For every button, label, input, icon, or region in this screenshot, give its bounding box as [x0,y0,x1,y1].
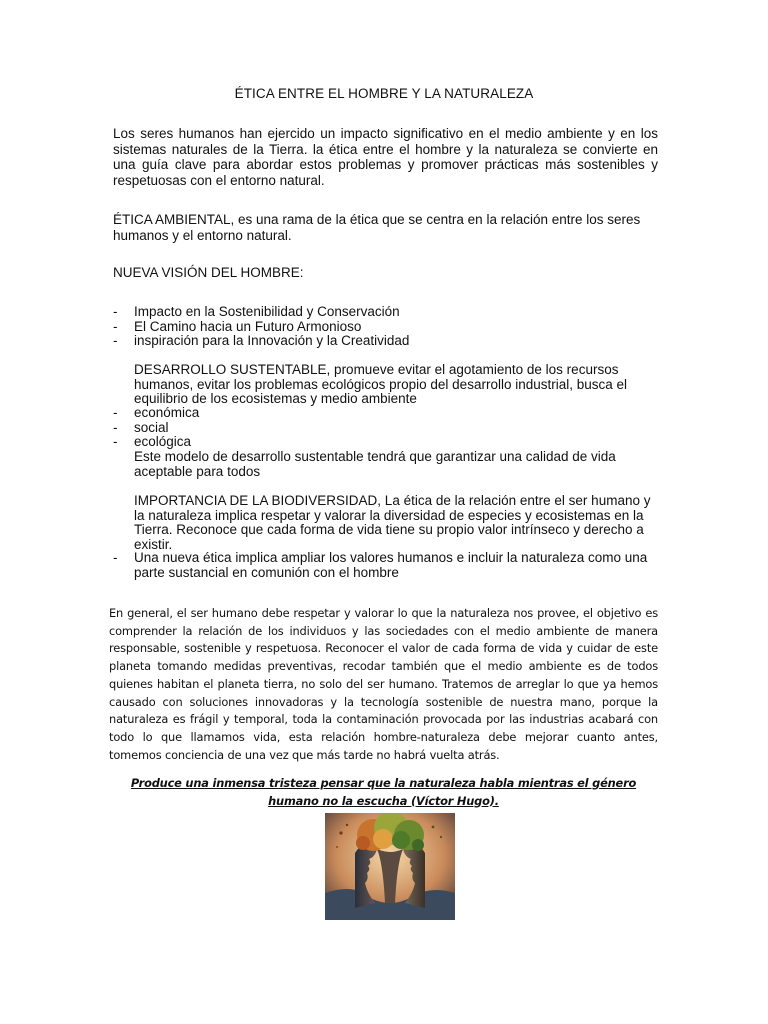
list-item [113,406,658,421]
list-item [113,334,658,349]
list-item [113,421,658,436]
victor-hugo-quote: Produce una inmensa tristeza pensar que la naturaleza habla mientras el género humano no la escucha (Víctor Hugo). [130,776,637,808]
list-marker: - [113,434,118,449]
intro-paragraph: Los seres humanos han ejercido un impacto significativo en el medio ambiente y en los sistemas naturales de la Tierra. la ética entre el hombre y la naturaleza se convierte en una guía clave para abordar estos problemas y promover prácticas más sostenibles y respetuosas con el entorno natural. [113,126,658,188]
list-item-text: ecológica [134,434,192,449]
list-item-text: inspiración para la Innovación y la Creatividad [134,333,410,348]
list-marker: - [113,304,118,319]
list-item [113,435,658,450]
list-marker: - [113,318,118,334]
etica-ambiental-paragraph: ÉTICA AMBIENTAL, es una rama de la ética que se centra en la relación entre los seres humanos y el entorno natural. [113,212,641,243]
list-item [113,551,658,580]
list-item-text: Una nueva ética implica ampliar los valores humanos e incluir la naturaleza como una parte sustancial en comunión con el hombre [134,550,648,580]
closing-paragraph: En general, el ser humano debe respetar y valorar lo que la naturaleza nos provee, el objetivo es comprender la relación de los individuos y las sociedades con el medio ambiente de manera responsable, sostenible y respetuosa. Reconocer el valor de cada forma de vida y cuidar de este planeta tomando medidas preventivas, recodar también que el medio ambiente es de todos quienes habitan el planeta tierra, no solo del ser humano. Tratemos de arreglar lo que ya hemos causado con soluciones innovadoras y la tecnología sostenible de nuestra mano, porque la naturaleza es frágil y temporal, toda la contaminación provocada por las industrias acabará con todo lo que llamamos vida, esta relación hombre-naturaleza debe mejorar cuanto antes, tomemos conciencia de una vez que más tarde no habrá vuelta atrás. [109,606,658,762]
desarrollo-list [113,406,658,450]
list-item-text: social [134,419,169,435]
nueva-vision-heading: NUEVA VISIÓN DEL HOMBRE: [113,265,304,280]
list-marker: - [113,419,118,435]
biodiversidad-paragraph: IMPORTANCIA DE LA BIODIVERSIDAD, La ética de la relación entre el ser humano y la naturaleza implica respetar y valorar la diversidad de especies y ecosistemas en la Tierra. Reconoce que cada forma de vida tiene su propio valor intrínseco y derecho a existir. [134,493,651,552]
nueva-etica-list [113,551,658,580]
vision-list [113,305,658,349]
list-item [113,320,658,335]
list-item-text: económica [134,405,200,420]
modelo-paragraph: Este modelo de desarrollo sustentable tendrá que garantizar una calidad de vida aceptable para todos [134,449,616,479]
page-title: ÉTICA ENTRE EL HOMBRE Y LA NATURALEZA [234,86,534,101]
list-item-text: Impacto en la Sostenibilidad y Conservación [134,304,400,319]
human-nature-illustration [325,813,455,920]
desarrollo-sustentable-paragraph: DESARROLLO SUSTENTABLE, promueve evitar el agotamiento de los recursos humanos, evitar los problemas ecológicos propio del desarrollo industrial, busca el equilibrio de los ecosistemas y medio ambiente [134,362,628,406]
list-item [113,305,658,320]
list-item-text: El Camino hacia un Futuro Armonioso [134,318,362,334]
list-marker: - [113,333,118,348]
list-marker: - [113,550,118,565]
list-marker: - [113,405,118,420]
